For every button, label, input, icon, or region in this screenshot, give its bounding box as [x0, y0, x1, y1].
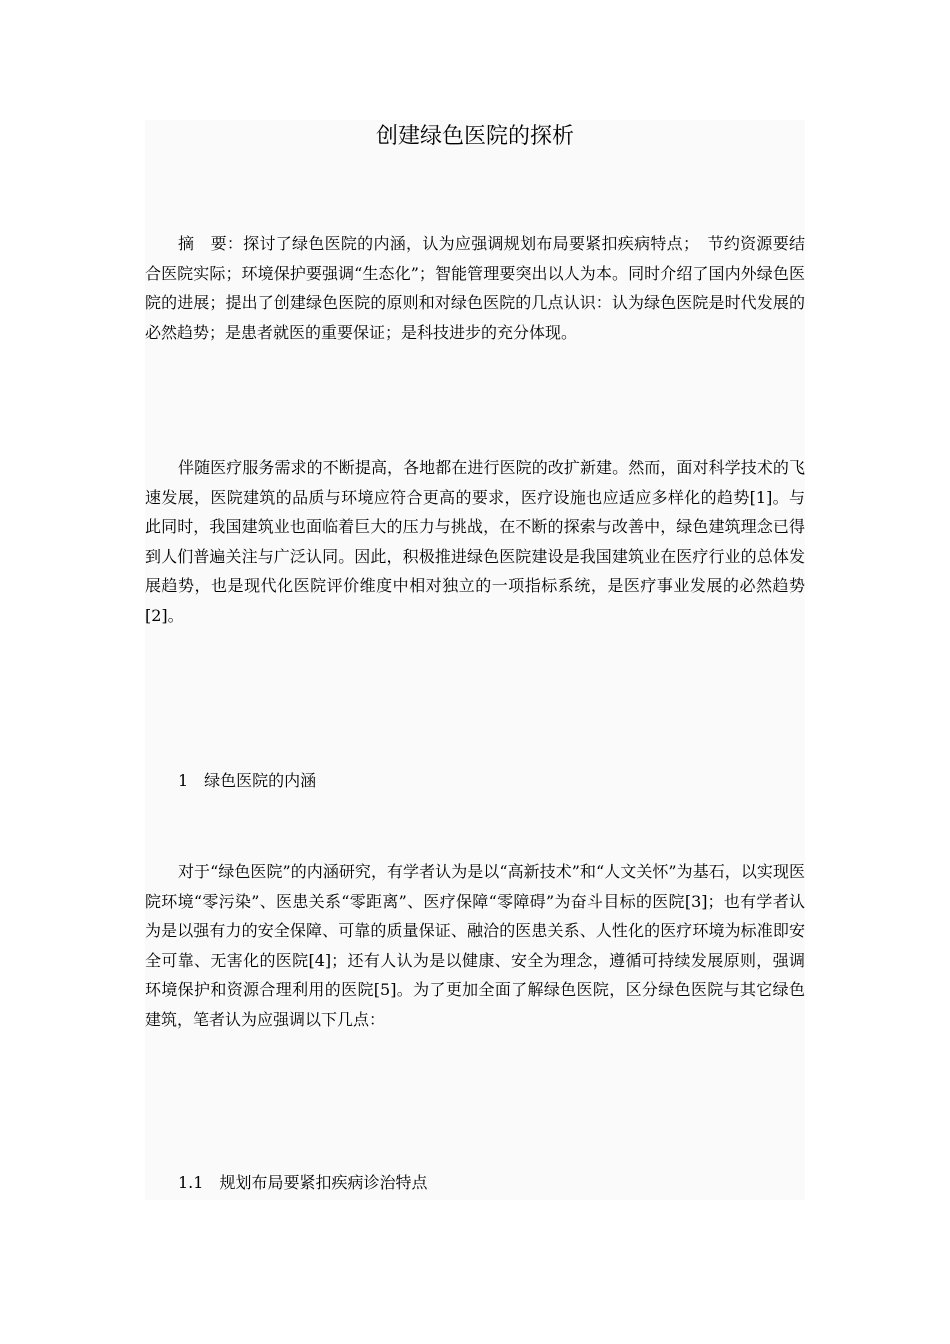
intro-paragraph: 伴随医疗服务需求的不断提高，各地都在进行医院的改扩新建。然而，面对科学技术的飞速发展，医院建筑的品质与环境应符合更高的要求，医疗设施也应适应多样化的趋势[1]。与此同时，我国建筑业也面临着巨大的压力与挑战，在不断的探索与改善中，绿色建筑理念已得到人们普遍关注与广泛认同。因此，积极推进绿色医院建设是我国建筑业在医疗行业的总体发展趋势，也是现代化医院评价维度中相对独立的一项指标系统，是医疗事业发展的必然趋势[2]。: [145, 458, 805, 625]
document-title: 创建绿色医院的探析: [375, 124, 574, 149]
section-heading-1: 1 绿色医院的内涵: [178, 771, 317, 790]
section-1-paragraph: 对于“绿色医院”的内涵研究，有学者认为是以“高新技术”和“人文关怀”为基石，以实现医院环境“零污染”、医患关系“零距离”、医疗保障“零障碍”为奋斗目标的医院[3]；也有学者认为是以强有力的安全保障、可靠的质量保证、融洽的医患关系、人性化的医疗环境为标准即安全可靠、无害化的医院[4]；还有人认为是以健康、安全为理念，遵循可持续发展原则，强调环境保护和资源合理利用的医院[5]。为了更加全面了解绿色医院，区分绿色医院与其它绿色建筑，笔者认为应强调以下几点：: [145, 862, 805, 1029]
abstract-paragraph: 摘 要：探讨了绿色医院的内涵，认为应强调规划布局要紧扣疾病特点； 节约资源要结合医院实际；环境保护要强调“生态化”；智能管理要突出以人为本。同时介绍了国内外绿色医院的进展；提出了创建绿色医院的原则和对绿色医院的几点认识：认为绿色医院是时代发展的必然趋势；是患者就医的重要保证；是科技进步的充分体现。: [145, 234, 805, 342]
section-heading-1-1: 1.1 规划布局要紧扣疾病诊治特点: [178, 1173, 428, 1192]
